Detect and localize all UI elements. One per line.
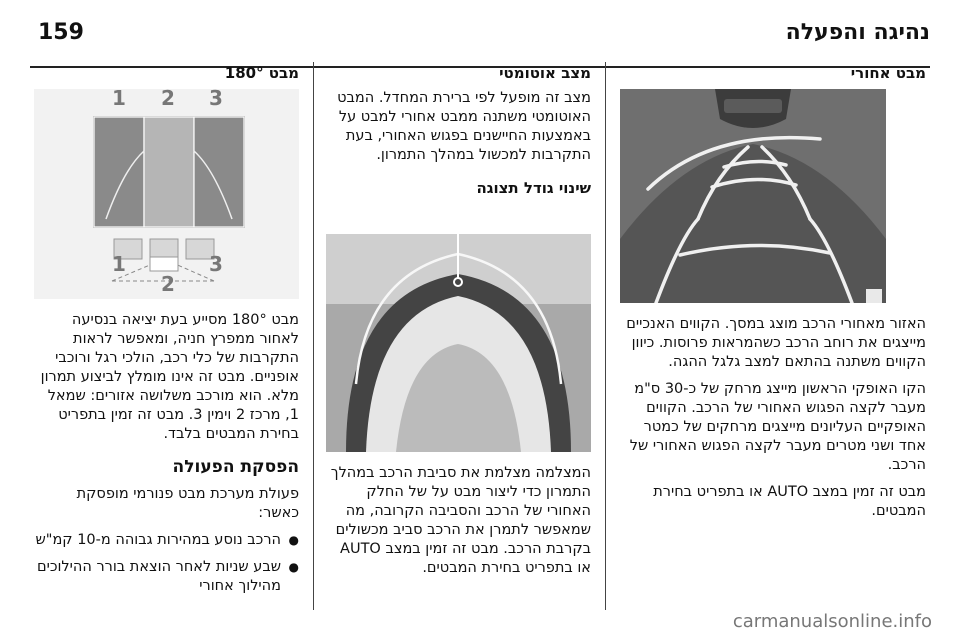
page-number: 159: [38, 20, 84, 45]
rear-view-paragraph-3: מבט זה זמין במצב AUTO או בתפריט בחירת המבטים.: [653, 484, 926, 519]
rear-view-camera-image: [620, 89, 886, 303]
zone-label-top-2: 2: [161, 89, 175, 110]
left-column: [34, 64, 299, 604]
top-view-camera-image: [326, 234, 591, 452]
auto-mode-heading: מצב אוטומטי: [499, 64, 591, 82]
auto-mode-paragraph: מצב זה מופעל לפי ברירת המחדל. המבט האוטומטי משתנה ממבט אחורי למבט על באמצעות החיישנים בפגוש האחורי, בעת התקרבות למכשול במהלך התמרון.: [337, 90, 591, 163]
zone-label-top-1: 1: [112, 89, 126, 110]
list-item: ● הרכב נוסע במהירות גבוהה מ-10 קמ"ש: [34, 531, 299, 550]
top-view-illustration: [326, 234, 591, 452]
column-divider: [605, 62, 606, 610]
rear-view-paragraph-1: האזור מאחורי הרכב מוצג במסך. הקווים האנכיים מייצגים את רוחב הרכב כשהמראות פרוסות. כיוון הקווים משתנה בהתאם למצב גלגל ההגה.: [626, 316, 926, 370]
view-180-paragraph: מבט 180° מסייע בעת יציאה בנסיעה לאחור ממפרץ חניה, ומאפשר לראות התקרבות של כלי רכב, הולכי רגל ורוכבי אופניים. מבט זה אינו מומלץ לביצוע תמרון מלא. הוא מורכב משלושה אזורים: שמאל 1, מרכז 2 וימין 3. מבט זה זמין בתפריט בחירת המבטים בלבד.: [40, 312, 299, 442]
view-180-heading: מבט 180°: [224, 64, 299, 82]
page-header: [0, 14, 960, 54]
rear-view-illustration: [620, 89, 886, 303]
deactivation-heading: הפסקת הפעולה: [172, 457, 299, 477]
zoom-paragraph: המצלמה מצלמת את סביבת הרכב במהלך התמרון כדי ליצור מבט על של החלק האחורי של הרכב והסביבה הקרובה, מה שמאפשר לתמרן את הרכב סביב מכשולים בקרבת הרכב. מבט זה זמין במצב AUTO או בתפריט בחירת המבטים.: [330, 465, 591, 576]
deactivation-paragraph: פעולת מערכת מבט פנורמי מופסקת כאשר:: [76, 486, 299, 521]
zone-label-bottom-2: 2: [161, 272, 175, 296]
zoom-heading: שינוי גודל תצוגה: [476, 179, 591, 197]
right-column: [620, 64, 926, 529]
panoramic-illustration: [34, 89, 299, 299]
zone-label-top-3: 3: [209, 89, 223, 110]
list-item: ● שבע שניות לאחר הוצאת בורר ההילוכים מהילוך אחורי: [34, 558, 299, 596]
watermark: carmanualsonline.info: [732, 611, 932, 632]
rear-view-heading: מבט אחורי: [850, 64, 926, 82]
zone-label-bottom-1: 1: [112, 252, 126, 276]
zone-label-bottom-3: 3: [209, 252, 223, 276]
rear-view-paragraph-2: הקו האופקי הראשון מייצג מרחק של כ-30 ס"מ מעבר לקצה הפגוש האחורי של הרכב. הקווים האופקיים העליונים מייצגים מרחקים של כמטר אחד ושני מטרים מעבר לקצה הפגוש האחורי של הרכב.: [629, 381, 926, 473]
section-title: נהיגה והפעלה: [785, 20, 930, 45]
column-divider: [313, 62, 314, 610]
panoramic-view-diagram: [34, 89, 299, 299]
deactivation-list: [34, 531, 299, 596]
middle-column: [326, 64, 591, 586]
